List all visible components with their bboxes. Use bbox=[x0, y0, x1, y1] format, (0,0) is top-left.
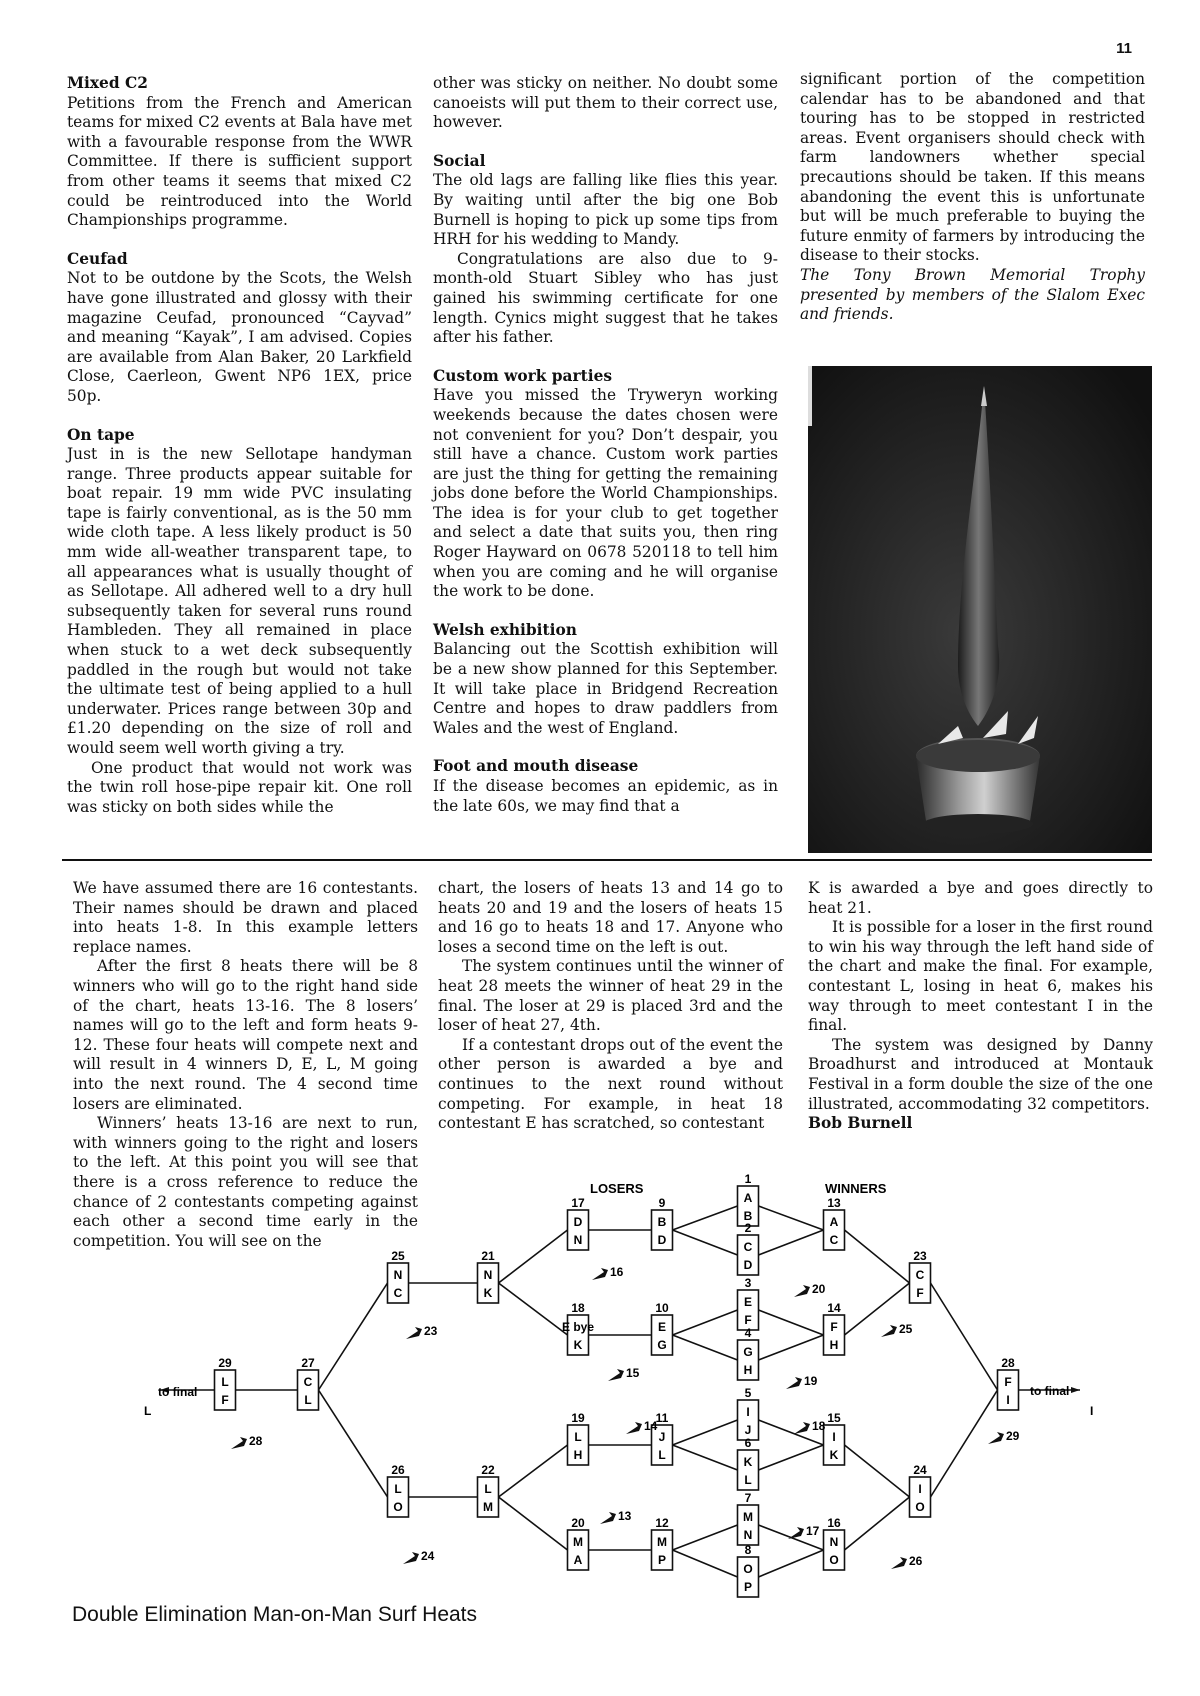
cross-reference-marker bbox=[600, 1509, 632, 1524]
heat-box bbox=[738, 1543, 759, 1597]
paragraph: One product that would not work was the twin roll hose-pipe repair kit. One roll was sticky on both sides while the bbox=[67, 758, 412, 816]
paragraph: If the disease becomes an epidemic, as in the late 60s, we may find that a bbox=[433, 777, 778, 815]
heat-contestant: L bbox=[574, 1430, 582, 1444]
arrowhead-icon bbox=[1071, 1387, 1080, 1393]
heat-number: 26 bbox=[391, 1463, 405, 1477]
heat-number: 8 bbox=[744, 1543, 752, 1557]
heat-box bbox=[738, 1326, 759, 1380]
paragraph: The system was designed by Danny Broadhurst and introduced at Montauk Festival in a form double the size of the one illustrated, accommodating 32 competitors. bbox=[808, 1035, 1153, 1113]
paragraph: K is awarded a bye and goes directly to heat 21. bbox=[808, 879, 1153, 917]
heat-contestant: G bbox=[743, 1345, 753, 1359]
cross-reference-marker bbox=[794, 1419, 826, 1434]
heat-number: 12 bbox=[655, 1516, 669, 1530]
heat-number: 24 bbox=[913, 1463, 927, 1477]
trophy-photo bbox=[808, 366, 1152, 853]
photo-caption: The Tony Brown Memorial Trophy presented by members of the Slalom Exec and friends. bbox=[800, 265, 1145, 324]
heading-ceufad: Ceufad bbox=[67, 249, 128, 268]
heat-box bbox=[738, 1221, 759, 1275]
cross-reference-number: 14 bbox=[644, 1419, 658, 1433]
heading-custom-work-parties: Custom work parties bbox=[433, 366, 613, 385]
bracket-connector bbox=[673, 1206, 738, 1230]
heat-contestant: L bbox=[394, 1482, 402, 1496]
diagram-caption: Double Elimination Man-on-Man Surf Heats bbox=[72, 1603, 478, 1626]
column-1 bbox=[67, 74, 412, 817]
heat-contestant: L bbox=[658, 1448, 666, 1462]
heat-contestant: F bbox=[744, 1313, 752, 1327]
paragraph: We have assumed there are 16 contestants. Their names should be drawn and placed into heats 1-8. In this example letters replace names. bbox=[73, 879, 418, 956]
heat-contestant: A bbox=[573, 1553, 583, 1567]
final-right-contestant: I bbox=[1090, 1404, 1094, 1418]
bracket-connector bbox=[845, 1230, 910, 1283]
heat-contestant: K bbox=[483, 1286, 493, 1300]
cross-reference-number: 19 bbox=[804, 1374, 818, 1388]
heat-number: 5 bbox=[744, 1386, 752, 1400]
to-final-right: to final bbox=[1030, 1384, 1070, 1398]
cross-reference-marker bbox=[988, 1429, 1020, 1444]
arrow-icon bbox=[786, 1377, 802, 1389]
column-3 bbox=[800, 70, 1145, 325]
arrow-icon bbox=[794, 1422, 810, 1434]
heat-number: 1 bbox=[744, 1172, 752, 1186]
heat-number: 7 bbox=[744, 1491, 752, 1505]
heading-foot-and-mouth: Foot and mouth disease bbox=[433, 757, 639, 776]
bracket-connector bbox=[673, 1230, 738, 1255]
heat-number: 13 bbox=[827, 1196, 841, 1210]
cross-reference-marker bbox=[592, 1265, 624, 1280]
cross-reference-number: 26 bbox=[909, 1554, 923, 1568]
heading-social: Social bbox=[433, 151, 486, 170]
heat-contestant: B bbox=[657, 1215, 667, 1229]
arrow-icon bbox=[626, 1422, 642, 1434]
arrow-icon bbox=[988, 1432, 1004, 1444]
heat-contestant: H bbox=[573, 1448, 583, 1462]
heat-contestant: K bbox=[829, 1448, 839, 1462]
heat-contestant: N bbox=[573, 1233, 583, 1247]
final-left-contestant: L bbox=[144, 1404, 152, 1418]
heat-contestant: O bbox=[743, 1562, 753, 1576]
heat-contestant: P bbox=[743, 1580, 753, 1594]
heat-contestant: F bbox=[1004, 1375, 1012, 1389]
heat-number: 18 bbox=[571, 1301, 585, 1315]
winners-label: WINNERS bbox=[825, 1181, 887, 1196]
heat-contestant: C bbox=[393, 1286, 403, 1300]
heat-number: 2 bbox=[744, 1221, 752, 1235]
paragraph: Balancing out the Scottish exhibition will be a new show planned for this September. It will take place in Bridgend Recreation Centre and hopes to draw paddlers from Wales and the west of England. bbox=[433, 640, 778, 737]
heat-contestant: O bbox=[829, 1553, 839, 1567]
heat-box bbox=[910, 1463, 931, 1517]
heat-contestant: P bbox=[657, 1553, 667, 1567]
cross-reference-marker bbox=[406, 1324, 438, 1339]
section-divider bbox=[62, 859, 1152, 861]
article-column-3 bbox=[808, 879, 1153, 1134]
bracket-connector bbox=[759, 1206, 824, 1230]
heat-contestant: L bbox=[221, 1375, 229, 1389]
heat-contestant: F bbox=[916, 1286, 924, 1300]
heat-contestant: N bbox=[829, 1535, 839, 1549]
bracket-connector bbox=[319, 1283, 388, 1390]
bracket-connector bbox=[673, 1525, 738, 1550]
paragraph: It is possible for a loser in the first round to win his way through the left hand side of the chart and make the final. For example, contestant L, losing in heat 6, makes his way through to meet contestant I in the final. bbox=[808, 918, 1153, 1035]
heat-box bbox=[478, 1249, 499, 1303]
paragraph: The old lags are falling like flies this year. By waiting until after the big one Bob Burnell is hoping to pick up some tips from HRH for his wedding to Mandy. bbox=[433, 171, 778, 249]
heat-box bbox=[824, 1301, 845, 1355]
bracket-connector bbox=[499, 1230, 568, 1283]
heat-box bbox=[738, 1276, 759, 1330]
bracket-connector bbox=[759, 1310, 824, 1335]
arrow-icon bbox=[608, 1369, 624, 1381]
heat-contestant: N bbox=[483, 1268, 493, 1282]
paragraph: other was sticky on neither. No doubt some canoeists will put them to their correct use, however. bbox=[433, 74, 778, 132]
bracket-connector bbox=[845, 1497, 910, 1550]
heat-number: 4 bbox=[744, 1326, 752, 1340]
heat-box bbox=[652, 1301, 673, 1355]
heat-contestant: N bbox=[393, 1268, 403, 1282]
cross-reference-marker bbox=[626, 1419, 658, 1434]
cross-reference-number: 15 bbox=[626, 1366, 640, 1380]
heat-number: 29 bbox=[218, 1356, 232, 1370]
cross-reference-number: 28 bbox=[249, 1434, 263, 1448]
heat-box bbox=[652, 1516, 673, 1570]
arrow-icon bbox=[600, 1512, 616, 1524]
heat-box bbox=[738, 1436, 759, 1490]
author-byline: Bob Burnell bbox=[808, 1114, 913, 1133]
heat-contestant: O bbox=[393, 1500, 403, 1514]
arrow-icon bbox=[794, 1285, 810, 1297]
paragraph: Winners’ heats 13-16 are next to run, with winners going to the right and losers to the left. At this point you will see that there is a cross reference to reduce the chance of 2 contestants competing against each other a second time early in the competition. You will see on the bbox=[73, 1114, 418, 1250]
arrow-icon bbox=[891, 1557, 907, 1569]
losers-label: LOSERS bbox=[590, 1181, 644, 1196]
heat-contestant: M bbox=[657, 1535, 667, 1549]
heat-number: 6 bbox=[744, 1436, 752, 1450]
heat-number: 15 bbox=[827, 1411, 841, 1425]
heat-contestant: O bbox=[915, 1500, 925, 1514]
paragraph: Congratulations are also due to 9-month-old Stuart Sibley who has just gained his swimming certificate for one length. Cynics might suggest that he takes after his father. bbox=[433, 249, 778, 347]
heat-number: 17 bbox=[571, 1196, 585, 1210]
heat-contestant: L bbox=[744, 1473, 752, 1487]
heat-number: 14 bbox=[827, 1301, 841, 1315]
cross-reference-marker bbox=[794, 1282, 826, 1297]
bracket-connector bbox=[759, 1335, 824, 1360]
heat-contestant: L bbox=[304, 1393, 312, 1407]
arrow-icon bbox=[403, 1552, 419, 1564]
heat-number: 22 bbox=[481, 1463, 495, 1477]
heat-box bbox=[388, 1463, 409, 1517]
heading-welsh-exhibition: Welsh exhibition bbox=[433, 620, 577, 639]
cross-reference-number: 16 bbox=[610, 1265, 624, 1279]
bracket-connector bbox=[499, 1497, 568, 1550]
heat-contestant: D bbox=[573, 1215, 583, 1229]
bracket-connector bbox=[673, 1420, 738, 1445]
bracket-connector bbox=[673, 1550, 738, 1577]
heat-box bbox=[998, 1356, 1019, 1410]
paragraph: The system continues until the winner of heat 28 meets the winner of heat 29 in the final. The loser at 29 is placed 3rd and the loser of heat 27, 4th. bbox=[438, 957, 783, 1035]
heat-box bbox=[824, 1516, 845, 1570]
bracket-connector bbox=[319, 1390, 388, 1497]
cross-reference-number: 23 bbox=[424, 1324, 438, 1338]
heat-contestant: I bbox=[746, 1405, 750, 1419]
heat-box bbox=[824, 1196, 845, 1250]
heat-contestant: K bbox=[743, 1455, 753, 1469]
cross-reference-number: 29 bbox=[1006, 1429, 1020, 1443]
heat-number: 3 bbox=[744, 1276, 752, 1290]
to-final-left: to final bbox=[158, 1385, 198, 1399]
cross-reference-marker bbox=[788, 1524, 820, 1539]
heat-contestant: D bbox=[657, 1233, 667, 1247]
bracket-connector bbox=[673, 1445, 738, 1470]
heading-on-tape: On tape bbox=[67, 425, 135, 444]
heat-box bbox=[568, 1411, 589, 1465]
heat-box bbox=[652, 1196, 673, 1250]
heat-box bbox=[568, 1196, 589, 1250]
bracket-connector bbox=[673, 1310, 738, 1335]
bracket-connector bbox=[845, 1445, 910, 1497]
heat-contestant: I bbox=[832, 1430, 836, 1444]
heat-box bbox=[738, 1386, 759, 1440]
heat-number: 11 bbox=[655, 1411, 669, 1425]
arrow-icon bbox=[881, 1325, 897, 1337]
cross-reference-number: 18 bbox=[812, 1419, 826, 1433]
arrow-icon bbox=[231, 1437, 247, 1449]
heat-contestant: M bbox=[573, 1535, 583, 1549]
cross-reference-marker bbox=[608, 1366, 640, 1381]
cross-reference-marker bbox=[786, 1374, 818, 1389]
arrow-icon bbox=[406, 1327, 422, 1339]
heat-number: 19 bbox=[571, 1411, 585, 1425]
heat-contestant: H bbox=[743, 1363, 753, 1377]
paragraph: Have you missed the Tryweryn working weekends because the dates chosen were not convenient for you? Don’t despair, you still have a chance. Custom work parties are just the thing for getting the remaining jobs done before the World Championships. The idea is for your club to get together and select a date that suits you, then ring Roger Hayward on 0678 520118 to tell him when you are coming and he will organise the work to be done. bbox=[433, 386, 778, 601]
heat-contestant: I bbox=[1006, 1393, 1010, 1407]
heat-number: 9 bbox=[658, 1196, 666, 1210]
heat-contestant: J bbox=[658, 1430, 666, 1444]
heat-number: 25 bbox=[391, 1249, 405, 1263]
column-2 bbox=[433, 74, 778, 816]
heat-number: 10 bbox=[655, 1301, 669, 1315]
cross-reference-marker bbox=[881, 1322, 913, 1337]
heat-box bbox=[738, 1491, 759, 1545]
cross-reference-number: 20 bbox=[812, 1282, 826, 1296]
heat-contestant: E bye bbox=[561, 1320, 595, 1334]
heat-box bbox=[562, 1301, 594, 1355]
bracket-connector bbox=[499, 1283, 568, 1335]
heat-contestant: M bbox=[743, 1510, 753, 1524]
heat-box bbox=[824, 1411, 845, 1465]
cross-reference-number: 13 bbox=[618, 1509, 632, 1523]
heat-number: 21 bbox=[481, 1249, 495, 1263]
heat-contestant: A bbox=[743, 1191, 753, 1205]
heat-number: 16 bbox=[827, 1516, 841, 1530]
bracket-connector bbox=[759, 1230, 824, 1255]
bracket-connector bbox=[673, 1335, 738, 1360]
heat-box bbox=[568, 1516, 589, 1570]
heat-number: 28 bbox=[1001, 1356, 1015, 1370]
article-column-2 bbox=[438, 879, 783, 1134]
heat-contestant: B bbox=[743, 1209, 753, 1223]
paragraph: After the first 8 heats there will be 8 winners who will go to the right hand side of the chart, heats 13-16. The 8 losers’ names will go to the left and form heats 9-12. These four heats will compete next and will result in 4 winners D, E, L, M going into the next round. The 4 second time losers are eliminated. bbox=[73, 957, 418, 1113]
heat-contestant: F bbox=[221, 1393, 229, 1407]
cross-reference-number: 25 bbox=[899, 1322, 913, 1336]
paragraph: Petitions from the French and American teams for mixed C2 events at Bala have met with a favourable response from the WWR Committee. If there is sufficient support from other teams it seems that mixed C2 could be reintroduced into the World Championships programme. bbox=[67, 93, 412, 230]
heat-contestant: C bbox=[829, 1233, 839, 1247]
bracket-connector bbox=[499, 1445, 568, 1497]
heat-box bbox=[298, 1356, 319, 1410]
heat-contestant: J bbox=[744, 1423, 752, 1437]
heat-contestant: K bbox=[573, 1338, 583, 1352]
bracket-connector bbox=[759, 1445, 824, 1470]
heat-contestant: D bbox=[743, 1258, 753, 1272]
heat-number: 27 bbox=[301, 1356, 315, 1370]
heat-contestant: C bbox=[303, 1375, 313, 1389]
heading-mixed-c2: Mixed C2 bbox=[67, 74, 148, 92]
heat-contestant: C bbox=[743, 1240, 753, 1254]
cross-reference-marker bbox=[891, 1554, 923, 1569]
heat-contestant: A bbox=[829, 1215, 839, 1229]
paragraph: If a contestant drops out of the event the other person is awarded a bye and continues to the next round without competing. For example, in heat 18 contestant E has scratched, so contestant bbox=[438, 1035, 783, 1133]
cross-reference-marker bbox=[231, 1434, 263, 1449]
heat-contestant: C bbox=[915, 1268, 925, 1282]
heat-contestant: E bbox=[657, 1320, 667, 1334]
paragraph: chart, the losers of heats 13 and 14 go to heats 20 and 19 and the losers of heats 15 and 16 go to heats 18 and 17. Anyone who loses a second time on the left is out. bbox=[438, 879, 783, 956]
heat-contestant: L bbox=[484, 1482, 492, 1496]
paragraph: Not to be outdone by the Scots, the Welsh have gone illustrated and glossy with their magazine Ceufad, pronounced “Cayvad” and meaning “Kayak”, I am advised. Copies are available from Alan Baker, 20 Larkfield Close, Caerleon, Gwent NP6 1EX, price 50p. bbox=[67, 269, 412, 405]
heat-box bbox=[478, 1463, 499, 1517]
arrow-icon bbox=[592, 1268, 608, 1280]
heat-contestant: G bbox=[657, 1338, 667, 1352]
bracket-connector bbox=[931, 1283, 998, 1390]
heat-contestant: I bbox=[918, 1482, 922, 1496]
heat-contestant: N bbox=[743, 1528, 753, 1542]
bracket-connector bbox=[931, 1390, 998, 1497]
paragraph: Just in is the new Sellotape handyman range. Three products appear suitable for boat repair. 19 mm wide PVC insulating tape is fairly conventional, as is the 50 mm wide cloth tape. A less likely product is 50 mm wide all-weather transparent tape, to all appearances what is usually thought of as Sellotape. All adhered well to a dry hull subsequently taken for several runs round Hambleden. They all remained in place when stuck to a wet deck subsequently paddled in the rough but would not take the ultimate test of being applied to a hull underwater. Prices range between 30p and £1.20 depending on the size of roll and would seem well worth giving a try. bbox=[67, 445, 412, 757]
page-number: 11 bbox=[1116, 40, 1132, 57]
cross-reference-marker bbox=[403, 1549, 435, 1564]
heat-number: 20 bbox=[571, 1516, 585, 1530]
heat-contestant: H bbox=[829, 1338, 839, 1352]
paragraph: significant portion of the competition calendar has to be abandoned and that touring has to be stopped in restricted areas. Event organisers should check with farm landowners whether special precautions should be taken. If this means abandoning the event this is unfortunate but will be much preferable to buying the future enmity of farmers by introducing the disease to their stocks. bbox=[800, 70, 1145, 265]
heat-box bbox=[388, 1249, 409, 1303]
heat-contestant: M bbox=[483, 1500, 493, 1514]
heat-box bbox=[738, 1172, 759, 1226]
cross-reference-number: 17 bbox=[806, 1524, 820, 1538]
heat-box bbox=[215, 1356, 236, 1410]
heat-number: 23 bbox=[913, 1249, 927, 1263]
heat-contestant: E bbox=[743, 1295, 753, 1309]
heat-contestant: F bbox=[830, 1320, 838, 1334]
cross-reference-number: 24 bbox=[421, 1549, 435, 1563]
bracket-connector bbox=[759, 1550, 824, 1577]
heat-box bbox=[910, 1249, 931, 1303]
